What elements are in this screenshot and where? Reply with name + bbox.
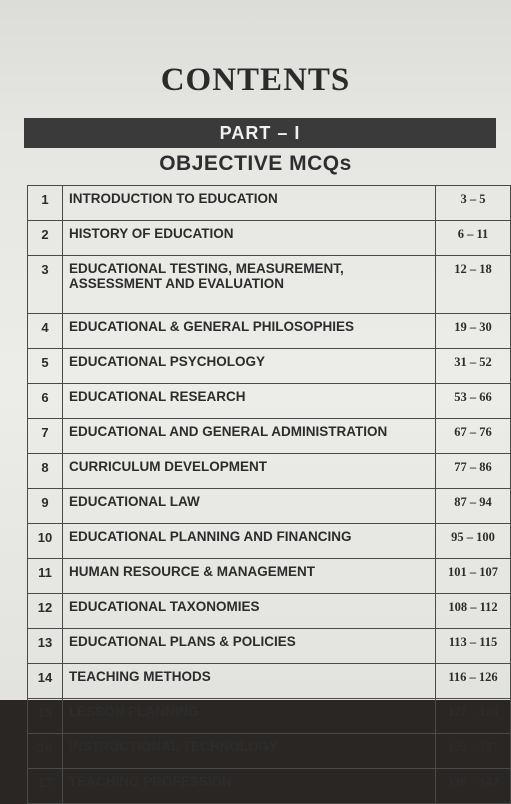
chapter-title-line: EDUCATIONAL TAXONOMIES xyxy=(69,599,260,614)
table-row xyxy=(28,734,511,769)
row-number: 8 xyxy=(28,454,63,489)
table-row xyxy=(28,629,511,664)
page-range: 127 – 128 xyxy=(436,699,511,734)
table-row xyxy=(28,699,511,734)
chapter-title xyxy=(63,186,436,221)
chapter-title xyxy=(63,221,436,256)
chapter-title xyxy=(63,559,436,594)
table-row xyxy=(28,419,511,454)
table-row xyxy=(28,489,511,524)
row-number: 15 xyxy=(28,699,63,734)
table-row xyxy=(28,314,511,349)
row-number: 16 xyxy=(28,734,63,769)
table-row xyxy=(28,349,511,384)
page-title: CONTENTS xyxy=(160,62,351,98)
row-number: 5 xyxy=(28,349,63,384)
page-range: 138 – 142 xyxy=(436,769,511,804)
chapter-title xyxy=(63,419,436,454)
chapter-title-line-2: ASSESSMENT AND EVALUATION xyxy=(69,276,285,291)
chapter-title xyxy=(63,454,436,489)
chapter-title-line: EDUCATIONAL PSYCHOLOGY xyxy=(69,354,266,369)
chapter-title xyxy=(63,349,436,384)
chapter-title xyxy=(63,594,436,629)
page-range: 129 – 137 xyxy=(436,734,511,769)
row-number: 9 xyxy=(28,489,63,524)
row-number: 3 xyxy=(28,256,63,314)
page-range: 113 – 115 xyxy=(436,629,511,664)
page-range: 19 – 30 xyxy=(436,314,511,349)
row-number: 17 xyxy=(28,769,63,804)
row-number: 14 xyxy=(28,664,63,699)
page-range: 67 – 76 xyxy=(436,419,511,454)
row-number: 10 xyxy=(28,524,63,559)
chapter-title-line: TEACHING PROFESSION xyxy=(69,774,232,789)
page-range: 12 – 18 xyxy=(436,256,511,314)
row-number: 2 xyxy=(28,221,63,256)
chapter-title-line: EDUCATIONAL AND GENERAL ADMINISTRATION xyxy=(69,424,388,439)
table-row xyxy=(28,559,511,594)
chapter-title-line: EDUCATIONAL PLANS & POLICIES xyxy=(69,634,296,649)
page-range: 77 – 86 xyxy=(436,454,511,489)
chapter-title-line: LESSON PLANNING xyxy=(69,704,199,719)
table-row xyxy=(28,769,511,804)
chapter-title-line: HISTORY OF EDUCATION xyxy=(69,226,234,241)
page-range: 116 – 126 xyxy=(436,664,511,699)
row-number: 6 xyxy=(28,384,63,419)
page-range: 6 – 11 xyxy=(436,221,511,256)
page-range: 3 – 5 xyxy=(436,186,511,221)
chapter-title xyxy=(63,734,436,769)
table-row xyxy=(28,594,511,629)
table-row xyxy=(28,384,511,419)
row-number: 11 xyxy=(28,559,63,594)
chapter-title xyxy=(63,256,436,314)
page-range: 101 – 107 xyxy=(436,559,511,594)
chapter-title-line: EDUCATIONAL RESEARCH xyxy=(69,389,246,404)
chapter-title xyxy=(63,629,436,664)
table-row xyxy=(28,664,511,699)
row-number: 13 xyxy=(28,629,63,664)
chapter-title-line: EDUCATIONAL TESTING, MEASUREMENT, xyxy=(69,261,344,276)
chapter-title-line: EDUCATIONAL & GENERAL PHILOSOPHIES xyxy=(69,319,355,334)
chapter-title-line: INSTRUCTIONAL TECHNOLOGY xyxy=(69,739,278,754)
chapter-title xyxy=(63,699,436,734)
page-range: 53 – 66 xyxy=(436,384,511,419)
chapter-title xyxy=(63,524,436,559)
chapter-title-line: INTRODUCTION TO EDUCATION xyxy=(69,191,278,206)
table-row xyxy=(28,221,511,256)
chapter-title-line: HUMAN RESOURCE & MANAGEMENT xyxy=(69,564,315,579)
chapter-title-line: EDUCATIONAL PLANNING AND FINANCING xyxy=(69,529,352,544)
section-title: OBJECTIVE MCQs xyxy=(159,152,352,175)
table-row xyxy=(28,454,511,489)
page-range: 87 – 94 xyxy=(436,489,511,524)
table-row xyxy=(28,524,511,559)
page-range: 31 – 52 xyxy=(436,349,511,384)
chapter-title-line: TEACHING METHODS xyxy=(69,669,211,684)
part-heading: PART – I xyxy=(24,118,496,148)
row-number: 4 xyxy=(28,314,63,349)
table-row xyxy=(28,186,511,221)
page-range: 108 – 112 xyxy=(436,594,511,629)
chapter-title xyxy=(63,769,436,804)
row-number: 7 xyxy=(28,419,63,454)
chapter-title xyxy=(63,489,436,524)
chapter-title-line: EDUCATIONAL LAW xyxy=(69,494,200,509)
row-number: 1 xyxy=(28,186,63,221)
chapter-title-line: CURRICULUM DEVELOPMENT xyxy=(69,459,267,474)
chapter-title xyxy=(63,664,436,699)
table-row xyxy=(28,256,511,314)
row-number: 12 xyxy=(28,594,63,629)
page-range: 95 – 100 xyxy=(436,524,511,559)
chapter-title xyxy=(63,314,436,349)
chapter-title xyxy=(63,384,436,419)
contents-table xyxy=(27,185,511,804)
